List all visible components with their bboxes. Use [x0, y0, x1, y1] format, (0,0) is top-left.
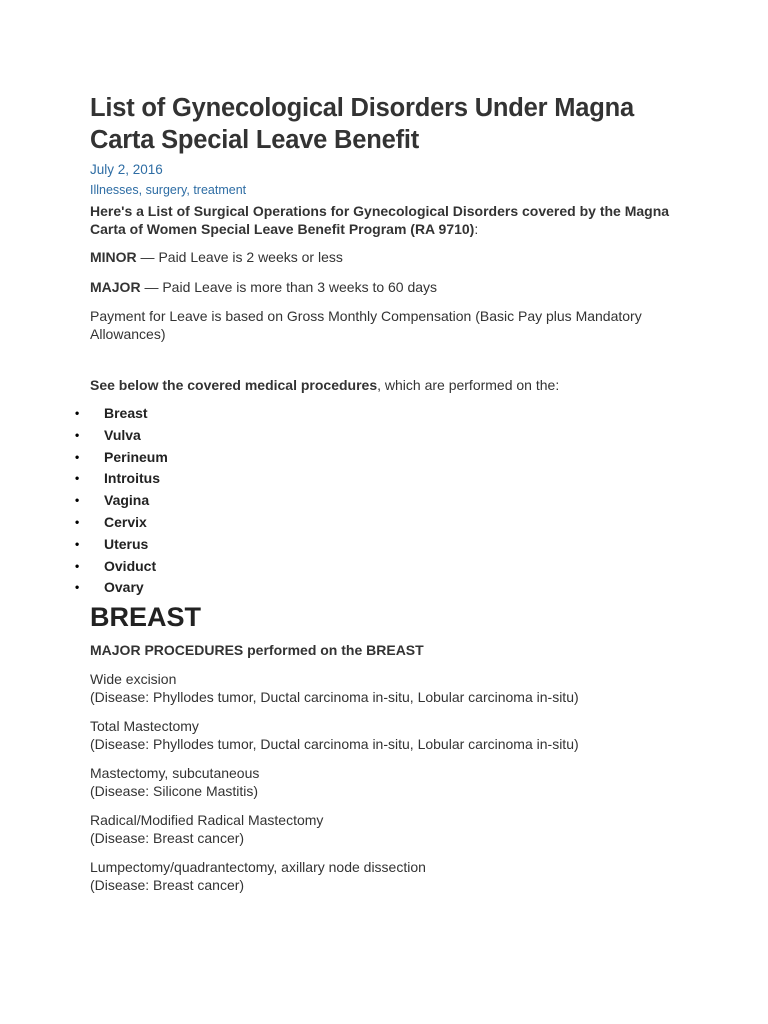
procedure-disease: (Disease: Breast cancer) [90, 877, 245, 894]
procedure-name: Radical/Modified Radical Mastectomy [90, 812, 324, 829]
intro-paragraph [90, 202, 690, 238]
procedure-name: Mastectomy, subcutaneous [90, 765, 260, 782]
payment-note: Payment for Leave is based on Gross Monthly Compensation (Basic Pay plus Mandatory Allowances) [90, 308, 642, 342]
list-item [75, 512, 380, 534]
procedure-item [90, 858, 690, 894]
procedures-intro-rest: , which are performed on the: [377, 377, 560, 393]
procedure-name: Total Mastectomy [90, 718, 199, 735]
tag-link-treatment[interactable]: treatment [193, 183, 247, 197]
intro-colon: : [474, 221, 479, 237]
bullet-icon: • [75, 580, 80, 595]
bullet-icon: • [75, 536, 80, 551]
article-title: List of Gynecological Disorders Under Magna Carta Special Leave Benefit [90, 94, 635, 154]
organ-label: Uterus [104, 535, 149, 552]
major-text: — Paid Leave is more than 3 weeks to 60 days [140, 279, 438, 295]
procedures-intro [90, 376, 690, 394]
list-item [75, 556, 380, 578]
section-heading-breast: BREAST [90, 602, 202, 633]
organ-list [75, 403, 380, 599]
procedure-name: Lumpectomy/quadrantectomy, axillary node dissection [90, 859, 426, 876]
tag-link-surgery[interactable]: surgery [145, 183, 187, 197]
procedure-disease: (Disease: Phyllodes tumor, Ductal carcinoma in-situ, Lobular carcinoma in-situ) [90, 736, 579, 753]
list-item [75, 577, 380, 599]
procedure-item [90, 811, 690, 847]
list-item [75, 425, 380, 447]
organ-label: Perineum [104, 448, 168, 465]
bullet-icon: • [75, 514, 80, 529]
procedure-disease: (Disease: Silicone Mastitis) [90, 783, 259, 800]
list-item [75, 447, 380, 469]
intro-text: Here's a List of Surgical Operations for Gynecological Disorders covered by the Magna Carta of Women Special Leave Benefit Program (RA 9710) [90, 203, 670, 237]
procedure-disease: (Disease: Breast cancer) [90, 830, 245, 847]
organ-label: Introitus [104, 470, 160, 487]
tag-link-illnesses[interactable]: Illnesses [90, 183, 139, 197]
organ-label: Ovary [104, 579, 144, 596]
minor-label: MINOR [90, 249, 137, 265]
list-item [75, 490, 380, 512]
article [75, 92, 690, 894]
list-item [75, 468, 380, 490]
bullet-icon: • [75, 471, 80, 486]
procedure-item [90, 670, 690, 706]
bullet-icon: • [75, 406, 80, 420]
organ-label: Cervix [104, 513, 147, 530]
procedure-disease: (Disease: Phyllodes tumor, Ductal carcinoma in-situ, Lobular carcinoma in-situ) [90, 689, 579, 706]
minor-text: — Paid Leave is 2 weeks or less [136, 249, 343, 265]
tag-separator: , [138, 183, 146, 197]
procedures-intro-bold: See below the covered medical procedures [90, 377, 378, 393]
bullet-icon: • [75, 449, 80, 464]
organ-label: Vulva [104, 426, 141, 443]
procedure-name: Wide excision [90, 671, 177, 688]
major-definition [90, 278, 690, 296]
organ-label: Vagina [104, 492, 150, 509]
major-label: MAJOR [90, 279, 141, 295]
tag-separator: , [186, 183, 194, 197]
procedure-item [90, 764, 690, 800]
post-date[interactable]: July 2, 2016 [90, 162, 163, 177]
section-subheading: MAJOR PROCEDURES performed on the BREAST [90, 642, 424, 659]
list-item [75, 403, 380, 425]
organ-label: Breast [104, 405, 148, 421]
bullet-icon: • [75, 493, 80, 508]
procedure-item [90, 717, 690, 753]
bullet-icon: • [75, 558, 80, 573]
list-item [75, 534, 380, 556]
organ-label: Oviduct [104, 557, 157, 574]
bullet-icon: • [75, 427, 80, 442]
tag-list [90, 182, 690, 199]
minor-definition [90, 248, 690, 266]
